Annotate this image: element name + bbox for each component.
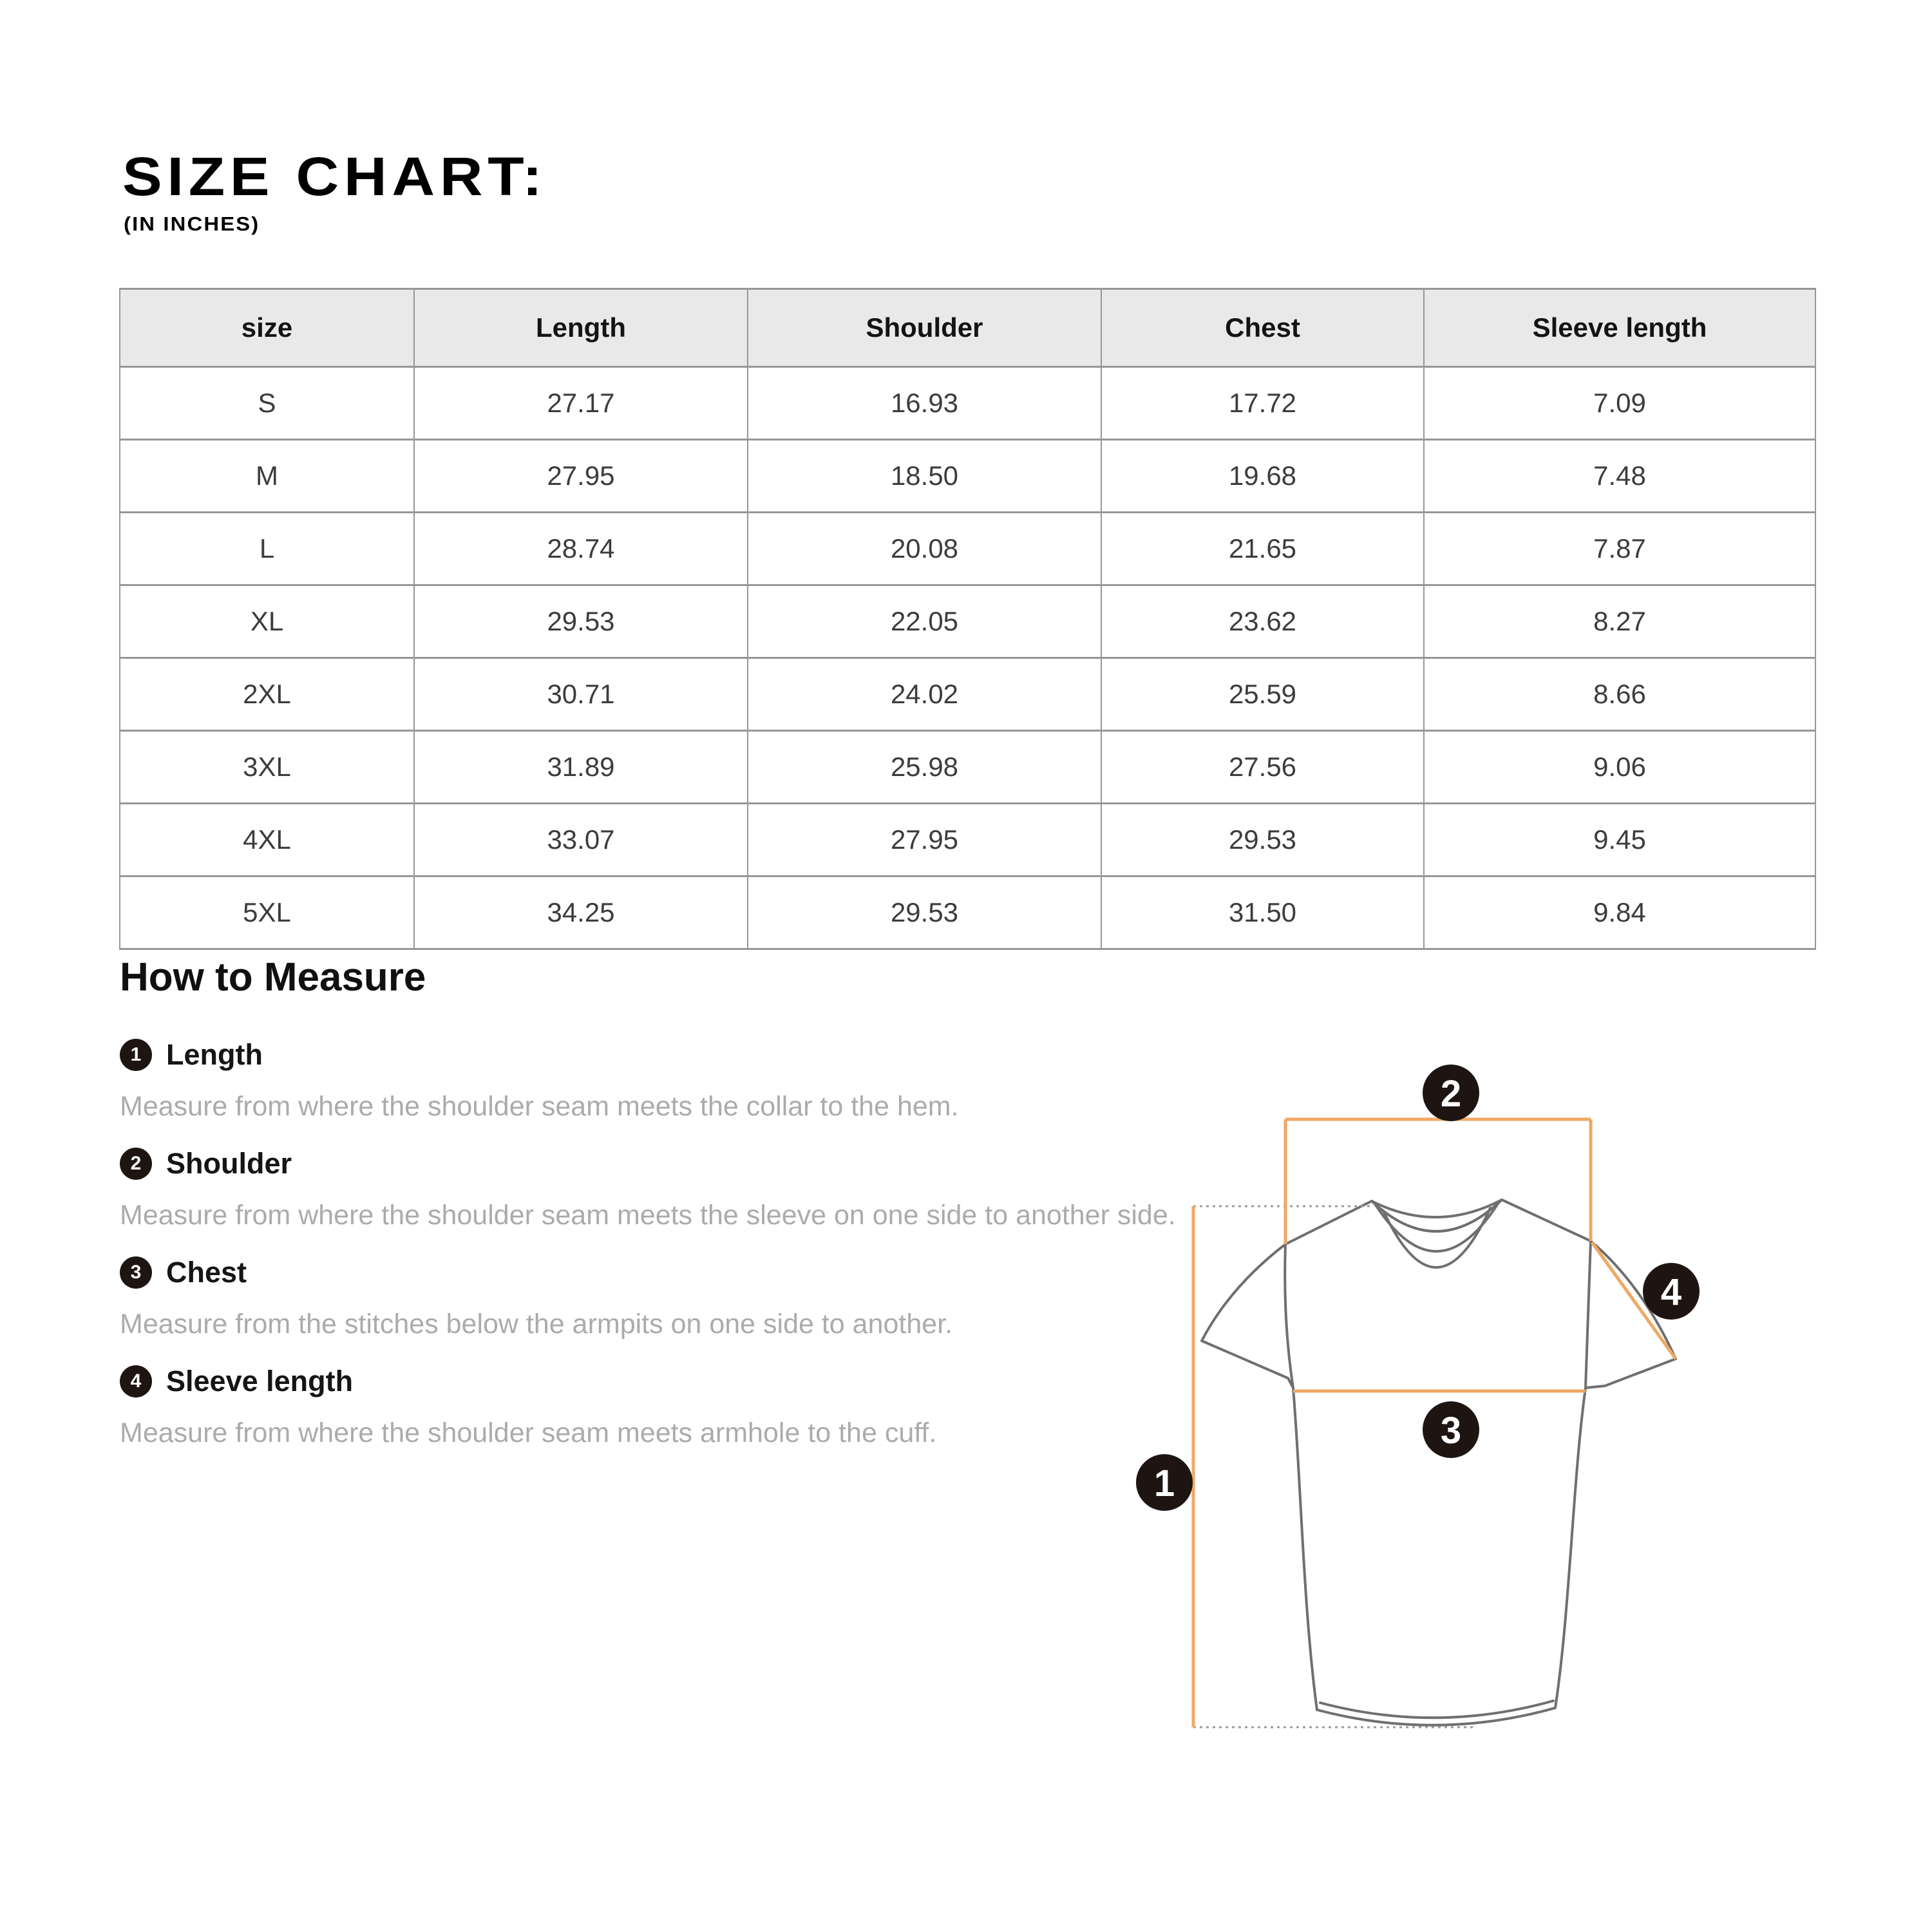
- size-table-header: [120, 289, 1815, 367]
- table-row: [120, 876, 1815, 949]
- measure-item-title: Shoulder: [166, 1147, 292, 1180]
- measurement-cell: 18.50: [748, 440, 1101, 513]
- how-to-measure-section: [120, 954, 1227, 1473]
- measurement-cell: 21.65: [1101, 513, 1424, 585]
- measurement-cell: 8.66: [1424, 658, 1815, 731]
- size-table: [119, 288, 1816, 950]
- table-row: [120, 804, 1815, 876]
- measurement-cell: 25.59: [1101, 658, 1424, 731]
- measurement-cell: 8.27: [1424, 585, 1815, 658]
- measure-item-title: Sleeve length: [166, 1365, 354, 1397]
- measurement-cell: 19.68: [1101, 440, 1424, 513]
- measurement-cell: 28.74: [414, 513, 748, 585]
- size-cell: XL: [120, 585, 414, 658]
- size-cell: L: [120, 513, 414, 585]
- column-header: Shoulder: [748, 289, 1101, 367]
- how-to-measure-heading: How to Measure: [120, 955, 426, 999]
- step-number-badge: 1: [120, 1039, 152, 1071]
- measurement-cell: 31.50: [1101, 876, 1424, 949]
- measurement-cell: 24.02: [748, 658, 1101, 731]
- measurement-cell: 27.95: [748, 804, 1101, 876]
- measurement-cell: 7.09: [1424, 367, 1815, 440]
- size-table-body: [120, 367, 1815, 949]
- measurement-cell: 9.84: [1424, 876, 1815, 949]
- badge-number-sleeve: 4: [1660, 1271, 1682, 1313]
- measurement-cell: 17.72: [1101, 367, 1424, 440]
- measure-item-label: [120, 1364, 1227, 1399]
- measurement-cell: 20.08: [748, 513, 1101, 585]
- tshirt-body-path: [1202, 1200, 1676, 1725]
- size-cell: 4XL: [120, 804, 414, 876]
- measure-item-description: Measure from where the shoulder seam meets the sleeve on one side to another side.: [120, 1200, 1176, 1231]
- table-row: [120, 440, 1815, 513]
- measure-item-description: Measure from where the shoulder seam meets armhole to the cuff.: [120, 1417, 937, 1448]
- column-header: Chest: [1101, 289, 1424, 367]
- step-number-badge: 2: [120, 1148, 152, 1180]
- table-row: [120, 367, 1815, 440]
- measure-item-label: [120, 1146, 1227, 1181]
- measurement-cell: 31.89: [414, 731, 748, 804]
- size-cell: 2XL: [120, 658, 414, 731]
- measure-item-label: [120, 1037, 1227, 1072]
- measurement-cell: 9.06: [1424, 731, 1815, 804]
- tshirt-outline: [1202, 1200, 1676, 1725]
- step-number-badge: 3: [120, 1256, 152, 1289]
- column-header: Length: [414, 289, 748, 367]
- measure-item-title: Length: [166, 1038, 263, 1071]
- measurement-cell: 27.17: [414, 367, 748, 440]
- measure-item-label: [120, 1255, 1227, 1290]
- measurement-cell: 9.45: [1424, 804, 1815, 876]
- size-cell: 3XL: [120, 731, 414, 804]
- step-number-badge: 4: [120, 1365, 152, 1397]
- page-subtitle: (IN INCHES): [124, 213, 260, 235]
- size-cell: M: [120, 440, 414, 513]
- page-title: SIZE CHART:: [122, 146, 547, 207]
- measurement-cell: 30.71: [414, 658, 748, 731]
- size-cell: 5XL: [120, 876, 414, 949]
- measurement-cell: 29.53: [414, 585, 748, 658]
- size-cell: S: [120, 367, 414, 440]
- measurement-cell: 16.93: [748, 367, 1101, 440]
- measurement-cell: 27.95: [414, 440, 748, 513]
- table-row: [120, 658, 1815, 731]
- measurement-cell: 25.98: [748, 731, 1101, 804]
- measurement-cell: 29.53: [1101, 804, 1424, 876]
- measurement-cell: 33.07: [414, 804, 748, 876]
- measurement-cell: 34.25: [414, 876, 748, 949]
- measure-item-title: Chest: [166, 1256, 247, 1289]
- measurement-cell: 22.05: [748, 585, 1101, 658]
- header-row: [120, 289, 1815, 367]
- measure-item-description: Measure from the stitches below the armpits on one side to another.: [120, 1309, 953, 1340]
- measurement-cell: 7.48: [1424, 440, 1815, 513]
- measurement-cell: 29.53: [748, 876, 1101, 949]
- table-row: [120, 731, 1815, 804]
- badge-number-chest: 3: [1440, 1410, 1462, 1452]
- measure-item-description: Measure from where the shoulder seam meets the collar to the hem.: [120, 1091, 959, 1122]
- badge-number-shoulder: 2: [1440, 1073, 1462, 1115]
- badge-number-length: 1: [1153, 1463, 1175, 1504]
- measurement-cell: 27.56: [1101, 731, 1424, 804]
- measurement-cell: 7.87: [1424, 513, 1815, 585]
- tshirt-diagram: [1127, 1018, 1771, 1868]
- tshirt-diagram-svg: [1127, 1018, 1771, 1868]
- measure-items-list: [120, 1037, 1227, 1452]
- column-header: size: [120, 289, 414, 367]
- table-row: [120, 513, 1815, 585]
- table-row: [120, 585, 1815, 658]
- column-header: Sleeve length: [1424, 289, 1815, 367]
- measurement-cell: 23.62: [1101, 585, 1424, 658]
